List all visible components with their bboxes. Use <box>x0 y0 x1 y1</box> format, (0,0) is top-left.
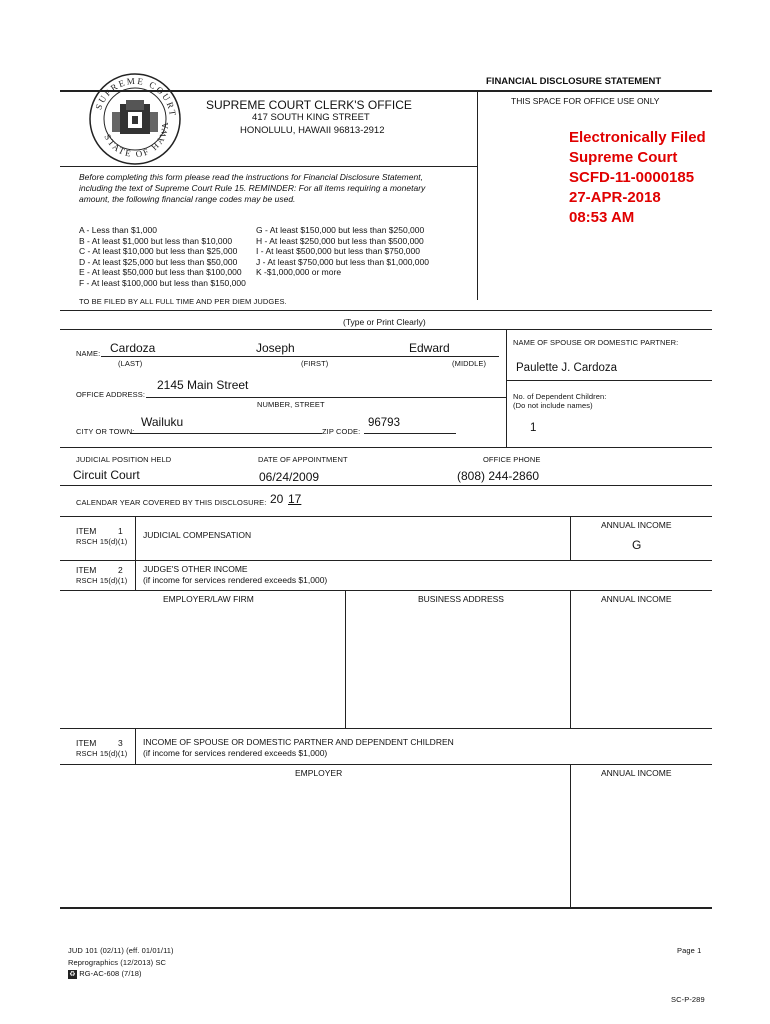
address-line1: 417 SOUTH KING STREET <box>252 112 370 123</box>
electronic-filing-stamp: Electronically Filed Supreme Court SCFD-11-0000185 27-APR-2018 08:53 AM <box>569 129 706 226</box>
dependents-label: No. of Dependent Children: (Do not include names) <box>513 392 607 410</box>
item1-income-label: ANNUAL INCOME <box>601 520 672 530</box>
rule-3 <box>60 329 712 330</box>
code-b: B - At least $1,000 but less than $10,000 <box>79 235 233 246</box>
spouse-underline <box>506 380 712 381</box>
item2-header-rule <box>60 590 712 591</box>
item2-divider <box>135 560 136 590</box>
item3-title: INCOME OF SPOUSE OR DOMESTIC PARTNER AND DEPENDENT CHILDREN <box>143 737 454 747</box>
city-label: CITY OR TOWN: <box>76 427 135 436</box>
city-field[interactable]: Wailuku <box>141 415 184 429</box>
item2-top-rule <box>60 560 712 561</box>
item3-col-employer: EMPLOYER <box>295 768 343 778</box>
city-underline <box>130 433 322 434</box>
svg-text:STATE OF HAWAII: STATE OF HAWA <box>102 120 171 160</box>
middle-label: (MIDDLE) <box>452 359 487 368</box>
office-use-label: THIS SPACE FOR OFFICE USE ONLY <box>511 96 660 106</box>
code-f: F - At least $100,000 but less than $150,000 <box>79 277 246 288</box>
zip-underline <box>364 433 456 434</box>
phone-field[interactable]: (808) 244-2860 <box>457 469 540 483</box>
year-field[interactable]: 17 <box>288 492 302 506</box>
item1-divider <box>135 516 136 560</box>
codes-left <box>79 225 246 288</box>
codes-right <box>256 225 429 278</box>
item2-number: 2 <box>118 565 123 575</box>
last-label: (LAST) <box>118 359 143 368</box>
header-divider <box>60 166 477 167</box>
year-label: CALENDAR YEAR COVERED BY THIS DISCLOSURE: <box>76 498 267 507</box>
dependents-field[interactable]: 1 <box>530 422 537 434</box>
code-d: D - At least $25,000 but less than $50,000 <box>79 256 238 267</box>
code-k: K -$1,000,000 or more <box>256 267 342 277</box>
supreme-court-seal <box>88 72 182 166</box>
item1-title: JUDICIAL COMPENSATION <box>143 530 252 540</box>
middle-name-field[interactable]: Edward <box>409 341 450 355</box>
name-label: NAME: <box>76 349 101 358</box>
recycle-icon: ♻ <box>69 970 76 978</box>
form-code: SC-P-289 <box>671 995 705 1004</box>
spouse-divider <box>506 329 507 447</box>
item1-income-field[interactable]: G <box>632 538 642 552</box>
position-field[interactable]: Circuit Court <box>73 468 140 482</box>
code-g: G - At least $150,000 but less than $250,000 <box>256 225 425 235</box>
appointment-label: DATE OF APPOINTMENT <box>258 455 348 464</box>
item1-number: 1 <box>118 526 123 536</box>
item2-subtitle: (if income for services rendered exceeds $1,000) <box>143 575 328 585</box>
first-name-field[interactable]: Joseph <box>256 341 295 355</box>
office-address-label: OFFICE ADDRESS: <box>76 390 146 399</box>
phone-label: OFFICE PHONE <box>483 455 541 464</box>
item3-subtitle: (if income for services rendered exceeds $1,000) <box>143 748 328 758</box>
filed-by-note: TO BE FILED BY ALL FULL TIME AND PER DIEM JUDGES. <box>79 297 287 306</box>
position-label: JUDICIAL POSITION HELD <box>76 455 172 464</box>
item2-col-divider-2 <box>570 590 571 728</box>
office-name: SUPREME COURT CLERK'S OFFICE <box>206 98 412 112</box>
instructions: Before completing this form please read the instructions for Financial Disclosure Statement, including the text of Supreme Court Rule 15. REMINDER: For all items requiring a monetary amount, the following financial range codes may be used. <box>79 172 426 204</box>
item2-label: ITEM <box>76 565 97 575</box>
appointment-field[interactable]: 06/24/2009 <box>259 470 320 484</box>
office-space-divider <box>477 90 478 300</box>
form-title: FINANCIAL DISCLOSURE STATEMENT <box>486 76 662 87</box>
code-j: J - At least $750,000 but less than $1,000,000 <box>256 256 429 267</box>
bottom-rule <box>60 907 712 909</box>
item2-col-employer: EMPLOYER/LAW FIRM <box>163 594 254 604</box>
item1-label: ITEM <box>76 526 97 536</box>
item2-title: JUDGE'S OTHER INCOME <box>143 564 248 574</box>
rg-code: RG-AC-608 (7/18) <box>79 969 142 978</box>
code-i: I - At least $500,000 but less than $750,000 <box>256 246 420 256</box>
code-e: E - At least $50,000 but less than $100,000 <box>79 267 242 277</box>
item3-rsch: RSCH 15(d)(1) <box>76 749 128 758</box>
office-underline <box>146 397 506 398</box>
spouse-label: NAME OF SPOUSE OR DOMESTIC PARTNER: <box>513 338 679 347</box>
item2-col-address: BUSINESS ADDRESS <box>418 594 504 604</box>
item2-col-income: ANNUAL INCOME <box>601 594 672 604</box>
year-prefix: 20 <box>270 492 284 506</box>
type-print-note: (Type or Print Clearly) <box>343 317 426 327</box>
item3-col-income: ANNUAL INCOME <box>601 768 672 778</box>
page-number: Page 1 <box>677 946 702 955</box>
reprographics: Reprographics (12/2013) SC <box>68 958 167 967</box>
item3-header-rule <box>60 764 712 765</box>
rule-5 <box>60 485 712 486</box>
name-underline <box>101 356 499 357</box>
office-address-field[interactable]: 2145 Main Street <box>157 378 249 392</box>
svg-text:SUPREME COURT: SUPREME COURT <box>93 75 179 119</box>
zip-field[interactable]: 96793 <box>368 417 400 429</box>
last-name-field[interactable]: Cardoza <box>110 341 156 355</box>
code-a: A - Less than $1,000 <box>79 225 157 235</box>
address-line2: HONOLULU, HAWAII 96813-2912 <box>240 125 385 136</box>
number-street-label: NUMBER, STREET <box>257 400 325 409</box>
rg-code-line <box>68 969 142 979</box>
item2-rsch: RSCH 15(d)(1) <box>76 576 128 585</box>
form-number: JUD 101 (02/11) (eff. 01/01/11) <box>68 946 174 955</box>
item3-top-rule <box>60 728 712 729</box>
spouse-name-field[interactable]: Paulette J. Cardoza <box>516 362 618 374</box>
rule-4 <box>60 447 712 448</box>
code-c: C - At least $10,000 but less than $25,000 <box>79 246 238 256</box>
item3-col-divider <box>570 764 571 907</box>
item2-col-divider-1 <box>345 590 346 728</box>
item1-top-rule <box>60 516 712 517</box>
item3-label: ITEM <box>76 738 97 748</box>
first-label: (FIRST) <box>301 359 329 368</box>
code-h: H - At least $250,000 but less than $500,000 <box>256 235 424 246</box>
item3-divider <box>135 728 136 764</box>
rule-2 <box>60 310 712 311</box>
item1-income-divider <box>570 516 571 560</box>
item3-number: 3 <box>118 738 123 748</box>
zip-label: ZIP CODE: <box>322 427 361 436</box>
item1-rsch: RSCH 15(d)(1) <box>76 537 128 546</box>
